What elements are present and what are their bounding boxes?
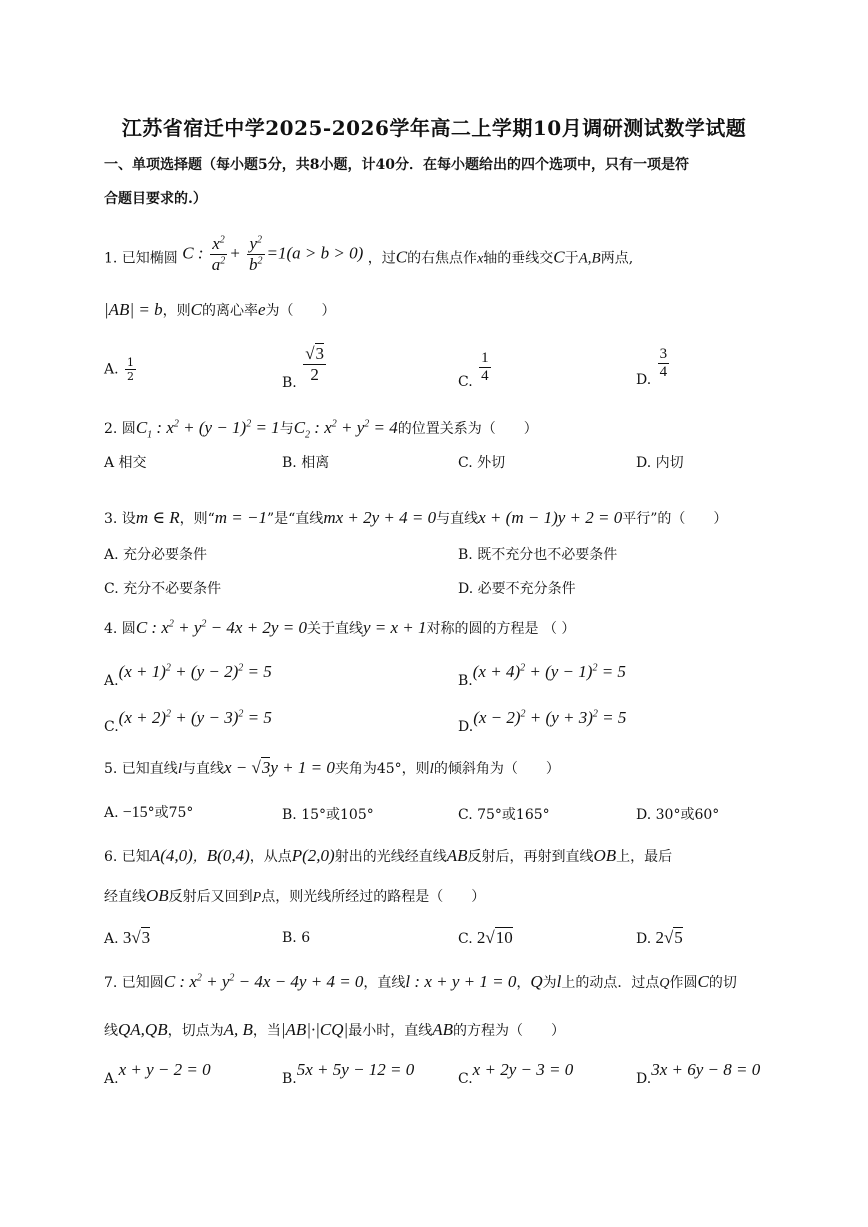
q1-ab-formula: |AB| = b xyxy=(104,300,163,319)
q5-number: 5. 已知直线 xyxy=(104,761,178,777)
q3-line2-formula: x + (m − 1)y + 2 = 0 xyxy=(478,508,623,527)
question-7-line2: 线QA,QB，切点为A, B，当|AB|·|CQ|最小时，直线AB的方程为（ ） xyxy=(104,1020,565,1039)
q5-option-b[interactable]: B. 15°或105° xyxy=(282,807,374,823)
q5-line-formula: x − √3y + 1 = 0 xyxy=(223,758,335,777)
q6-option-d[interactable]: D. 2√5 xyxy=(636,928,683,947)
q1-ellipse-formula: C : $\frac{x^2}{a^2}$ + $\frac{y^2}{b^2}$ =1(a > b > 0) xyxy=(182,234,364,274)
question-4: 4. 圆C : $x^2 + y^2 - 4x + 2y = 0$关于直线y = x + 1对称的圆的方程是 （ ） xyxy=(104,618,576,637)
section-heading-line1: 一、单项选择题（每小题5分，共8小题，计40分．在每小题给出的四个选项中，只有一项是符 xyxy=(104,157,689,173)
q7-line-formula: l : x + y + 1 = 0 xyxy=(405,972,517,991)
q3-option-c[interactable]: C. 充分不必要条件 xyxy=(104,581,222,597)
q2-option-b[interactable]: B. 相离 xyxy=(282,455,330,471)
q1-option-b[interactable]: B. $\frac{√3}{2}$ xyxy=(282,344,325,391)
section-heading-line2: 合题目要求的.） xyxy=(104,191,207,207)
q2-option-a[interactable]: A 相交 xyxy=(104,455,147,471)
q4-option-d[interactable]: $D.(x - 2)^2 + (y + 3)^2 = 5$ xyxy=(458,708,627,735)
q4-circle-formula: C : $x^2 + y^2 - 4x + 2y = 0$ xyxy=(135,618,307,637)
q6-option-a[interactable]: A. 3√3 xyxy=(104,928,151,947)
section-heading xyxy=(104,148,764,216)
q6-option-c[interactable]: C. 2√10 xyxy=(458,928,513,947)
question-6-line2: 经直线OB反射后又回到P点，则光线所经过的路程是（ ） xyxy=(104,886,486,905)
q4-option-a[interactable]: $A.(x + 1)^2 + (y - 2)^2 = 5$ xyxy=(104,662,272,689)
question-6: 6. 已知A(4,0)，B(0,4)，从点P(2,0)射出的光线经直线AB反射后，再射到直线OB上，最后 xyxy=(104,846,673,865)
q1-option-d[interactable]: D. $\frac{3}{4}$ xyxy=(636,346,668,388)
q4-number: 4. 圆 xyxy=(104,621,136,637)
q4-option-b[interactable]: $B.(x + 4)^2 + (y - 1)^2 = 5$ xyxy=(458,662,626,689)
q2-number: 2. 圆 xyxy=(104,421,136,437)
question-1-line2: |AB| = b，则C的离心率e为（ ） xyxy=(104,300,336,319)
q6-points-formula: A(4,0)，B(0,4) xyxy=(149,846,250,865)
q1-option-a[interactable]: A. $\frac{1}{2}$ xyxy=(104,356,135,383)
q1-option-c[interactable]: C. $\frac{1}{4}$ xyxy=(458,350,489,390)
q6-number: 6. 已知 xyxy=(104,849,150,865)
q4-line-formula: y = x + 1 xyxy=(362,618,427,637)
q5-option-a[interactable]: A. −15°或75° xyxy=(104,804,194,821)
q6-option-b[interactable]: B. 6 xyxy=(282,930,311,946)
page-title: 江苏省宿迁中学2025-2026学年高二上学期10月调研测试数学试题 xyxy=(121,116,747,140)
question-7: 7. 已知圆C : $x^2 + y^2 - 4x - 4y + 4 = 0$，直线l : x + y + 1 = 0，Q为l上的动点．过点Q作圆C的切 xyxy=(104,972,737,991)
q7-option-a[interactable]: A.x + y − 2 = 0 xyxy=(104,1060,211,1087)
q2-option-c[interactable]: C. 外切 xyxy=(458,455,506,471)
q3-number: 3. 设 xyxy=(104,511,136,527)
q5-option-c[interactable]: C. 75°或165° xyxy=(458,807,550,823)
q7-option-b[interactable]: B.5x + 5y − 12 = 0 xyxy=(282,1060,415,1087)
q3-option-a[interactable]: A. 充分必要条件 xyxy=(104,547,208,563)
q2-circle1-formula: $C_1$ : $x^2 + (y - 1)^2 = 1$ xyxy=(135,418,280,441)
q7-option-d[interactable]: D.3x + 6y − 8 = 0 xyxy=(636,1060,761,1087)
q2-option-d[interactable]: D. 内切 xyxy=(636,455,684,471)
question-5: 5. 已知直线l与直线x − √3y + 1 = 0夹角为45°，则l的倾斜角为（ ） xyxy=(104,758,560,777)
q3-line1-formula: mx + 2y + 4 = 0 xyxy=(323,508,437,527)
q5-option-d[interactable]: D. 30°或60° xyxy=(636,807,720,823)
question-3: 3. 设m ∈ R，则“m = −1”是“直线mx + 2y + 4 = 0与直线x + (m − 1)y + 2 = 0平行”的（ ） xyxy=(104,508,728,527)
q7-number: 7. 已知圆 xyxy=(104,975,164,991)
q7-option-c[interactable]: C.x + 2y − 3 = 0 xyxy=(458,1060,574,1087)
q3-option-d[interactable]: D. 必要不充分条件 xyxy=(458,581,576,597)
question-1: 1. 已知椭圆 C : $\frac{x^2}{a^2}$ + $\frac{y^2}{b^2}$ =1(a > b > 0) ，过C的右焦点作x轴的垂线交C于A,B两点, xyxy=(104,234,634,274)
q2-circle2-formula: $C_2$ : $x^2 + y^2 = 4$ xyxy=(293,418,398,441)
q4-option-c[interactable]: $C.(x + 2)^2 + (y - 3)^2 = 5$ xyxy=(104,708,272,735)
q7-circle-formula: C : $x^2 + y^2 - 4x - 4y + 4 = 0$ xyxy=(163,972,364,991)
q1-number: 1. 已知椭圆 xyxy=(104,250,178,267)
question-2: 2. 圆$C_1$ : $x^2 + (y - 1)^2 = 1$与$C_2$ : $x^2 + y^2 = 4$的位置关系为（ ） xyxy=(104,418,538,441)
q3-option-b[interactable]: B. 既不充分也不必要条件 xyxy=(458,547,618,563)
